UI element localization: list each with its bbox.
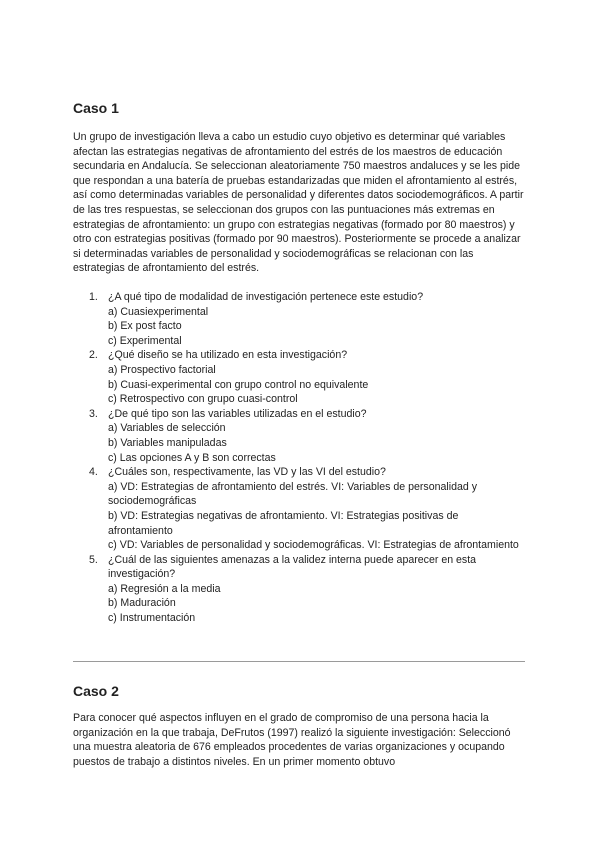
question-item — [73, 553, 525, 626]
case2-paragraph: Para conocer qué aspectos influyen en el grado de compromiso de una persona hacia la organización en la que trabaja, DeFrutos (1997) realizó la siguiente investigación: Seleccionó una muestra aleatoria de 676 empleados procedentes de varias organizaciones y ocupando puestos de trabajo a distintos niveles. En un primer momento obtuvo — [73, 712, 511, 768]
question-number: 2. — [89, 349, 98, 362]
question-text: ¿De qué tipo son las variables utilizadas en el estudio? — [108, 407, 367, 420]
answer-option: b) Ex post facto — [108, 320, 182, 333]
answer-option: c) Retrospectivo con grupo cuasi-control — [108, 393, 298, 406]
question-text: ¿A qué tipo de modalidad de investigación pertenece este estudio? — [108, 291, 424, 303]
answer-option: b) Variables manipuladas — [108, 436, 227, 449]
answer-option: a) Variables de selección — [108, 422, 226, 435]
answer-option: c) Las opciones A y B son correctas — [108, 451, 276, 464]
question-number: 5. — [89, 553, 98, 566]
answer-option: a) Prospectivo factorial — [108, 363, 216, 376]
question-text: ¿Cuál de las siguientes amenazas a la validez interna puede aparecer en esta investigación? — [108, 553, 477, 581]
question-number: 1. — [89, 291, 98, 303]
answer-option: a) VD: Estrategias de afrontamiento del estrés. VI: Variables de personalidad y sociodemográficas — [108, 480, 478, 508]
answer-option: a) Cuasiexperimental — [108, 305, 209, 318]
answer-option: c) Experimental — [108, 334, 182, 347]
answer-option: b) VD: Estrategias negativas de afrontamiento. VI: Estrategias positivas de afrontamiento — [108, 509, 459, 537]
section-divider — [73, 661, 525, 662]
answer-option: b) Maduración — [108, 597, 176, 610]
question-number: 4. — [89, 466, 98, 479]
answer-option: c) VD: Variables de personalidad y sociodemográficas. VI: Estrategias de afrontamiento — [108, 539, 519, 552]
case1-question-list — [73, 290, 525, 626]
question-item — [73, 348, 525, 406]
question-item — [73, 465, 525, 553]
answer-option: b) Cuasi-experimental con grupo control no equivalente — [108, 378, 369, 391]
question-item — [73, 290, 525, 348]
question-text: ¿Cuáles son, respectivamente, las VD y las VI del estudio? — [108, 466, 386, 479]
answer-option: a) Regresión a la media — [108, 582, 221, 595]
case2-title: Caso 2 — [73, 683, 119, 699]
question-number: 3. — [89, 407, 98, 420]
question-item — [73, 407, 525, 465]
answer-option: c) Instrumentación — [108, 612, 196, 625]
case1-paragraph: Un grupo de investigación lleva a cabo un estudio cuyo objetivo es determinar qué variables afectan las estrategias negativas de afrontamiento del estrés de los maestros de educación secundaria en Andalucía. Se seleccionan aleatoriamente 750 maestros andaluces y se les pide que respondan a una batería de pruebas estandarizadas que miden el afrontamiento al estrés, así como determinadas variables de personalidad y diferentes datos sociodemográficos. A partir de las tres respuestas, se seleccionan dos grupos con las puntuaciones más extremas en estrategias de afrontamiento: un grupo con estrategias negativas (formado por 80 maestros) y otro con estrategias positivas (formado por 90 maestros). Posteriormente se procede a analizar si determinadas variables de personalidad y sociodemográficas se relacionan con las estrategias de afrontamiento del estrés. — [73, 131, 524, 275]
question-text: ¿Qué diseño se ha utilizado en esta investigación? — [108, 349, 348, 362]
case1-title: Caso 1 — [73, 100, 119, 116]
